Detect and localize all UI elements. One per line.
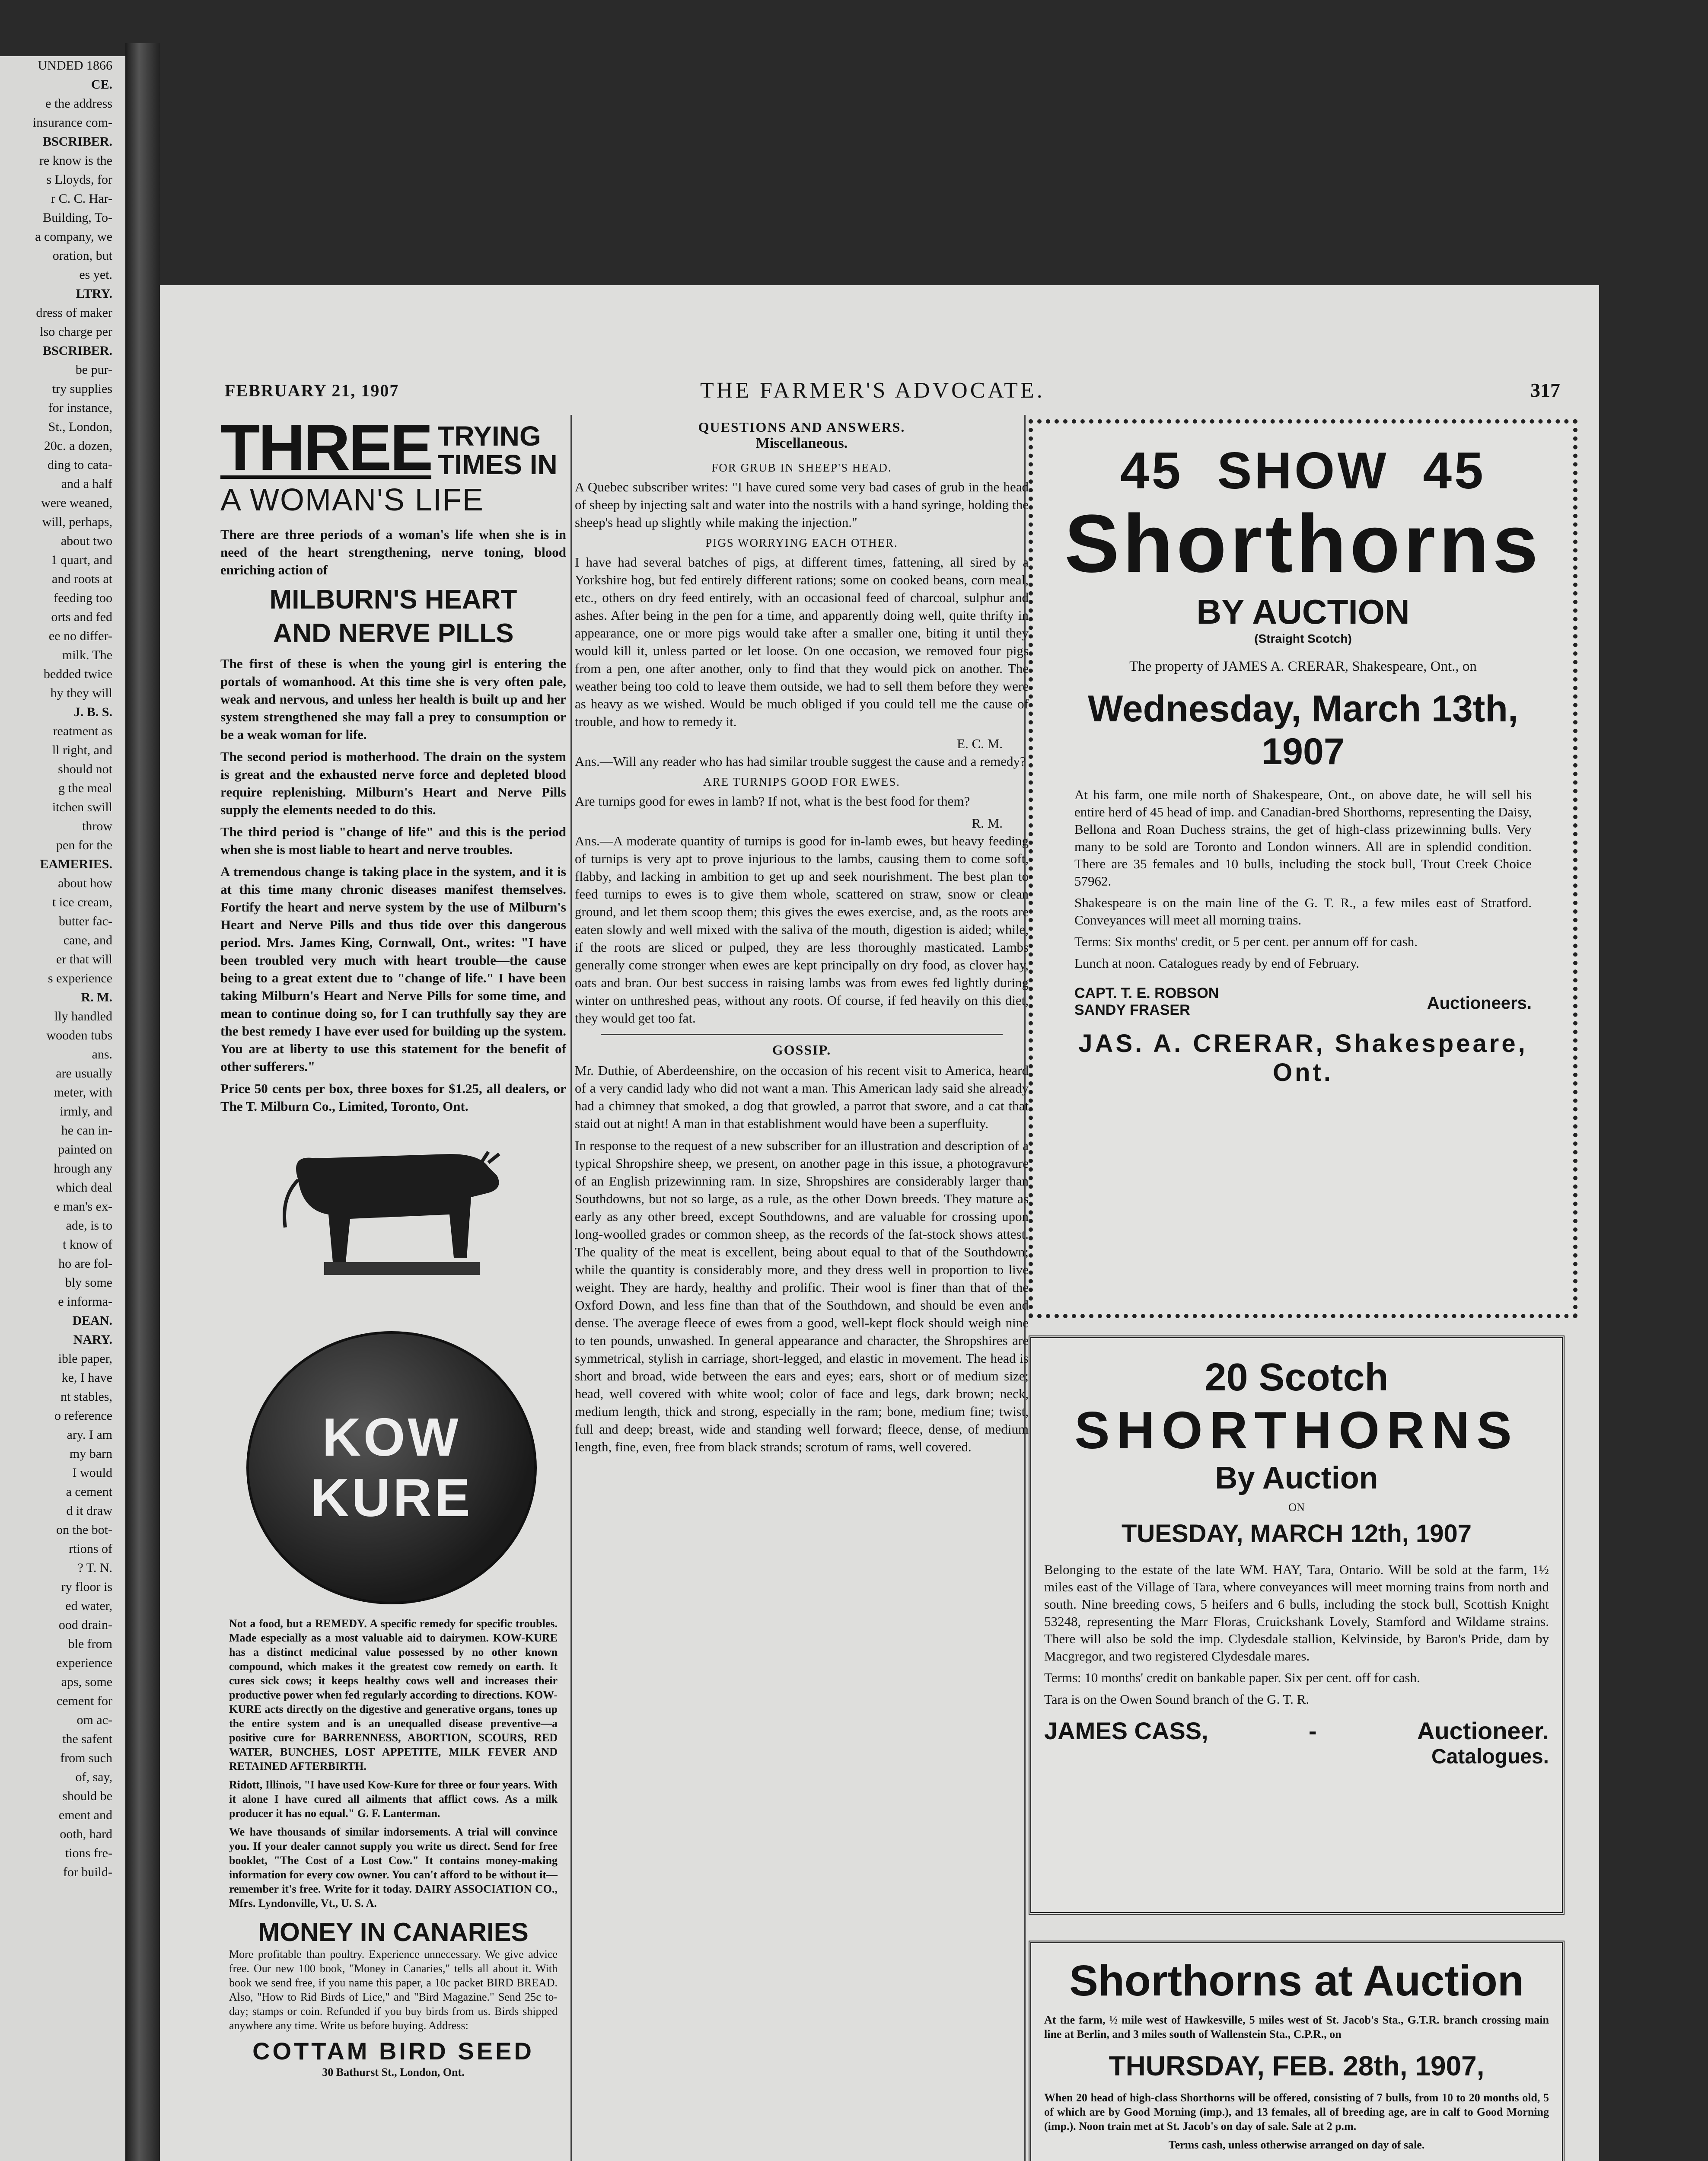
qa-title: QUESTIONS AND ANSWERS.	[698, 419, 905, 435]
left-page-line: I would	[72, 1466, 112, 1480]
left-page-line: will, perhaps,	[42, 515, 112, 529]
left-page-line: t know of	[63, 1237, 112, 1252]
ad2-shorthorns: SHORTHORNS	[1074, 1401, 1519, 1460]
ad3-terms: Terms cash, unless otherwise arranged on day of sale.	[1168, 2139, 1425, 2151]
auctioneer-name: SANDY FRASER	[1074, 1002, 1190, 1018]
ad2-count: 20 Scotch	[1205, 1356, 1389, 1399]
left-page-line: throw	[82, 819, 112, 833]
left-page-line: o reference	[54, 1409, 112, 1423]
left-page-line: about how	[58, 876, 112, 890]
masthead-title: THE FARMER'S ADVOCATE.	[700, 378, 1045, 403]
left-page-line: e man's ex-	[54, 1199, 112, 1214]
ad2-terms: Terms: 10 months' credit on bankable paper. Six per cent. off for cash.	[1044, 1670, 1420, 1685]
left-page-line: dress of maker	[36, 306, 112, 320]
left-page-line: ans.	[92, 1047, 112, 1061]
kowkure-paragraph: Not a food, but a REMEDY. A specific remedy for specific troubles. Made especially as a most valuable aid to dairymen. KOW-KURE has a distinct medicinal value possessed by no other known compound, which makes it the greatest cow remedy on earth. It cures sick cows; it keeps healthy cows well and increases their productive power when fed regularly according to directions. KOW-KURE acts directly on the digestive and generative organs, tones up the entire system and is an unequalled disease preventive—a positive cure for BARRENNESS, ABORTION, SCOURS, RED WATER, BUNCHES, LOST APPETITE, MILK FEVER AND RETAINED AFTERBIRTH.	[229, 1617, 558, 1772]
ad1-by-auction: BY AUCTION	[1196, 593, 1410, 631]
column-milburn-kowkure	[220, 411, 566, 2078]
left-page-line: rtions of	[69, 1542, 112, 1556]
milburn-paragraph: The second period is motherhood. The drain on the system is great and the exhausted nerve force and depleted blood require replenishing. Milburn's Heart and Nerve Pills supply the elements needed to do this.	[220, 749, 566, 817]
left-page-line: ke, I have	[61, 1371, 112, 1385]
ad2-auctioneer	[1044, 1717, 1549, 1745]
left-page-line: 20c. a dozen,	[44, 439, 112, 453]
ad3-headline: Shorthorns at Auction	[1069, 1957, 1524, 2005]
left-page-line: ade, is to	[66, 1218, 112, 1233]
ad2-catalogues: Catalogues.	[1431, 1745, 1549, 1768]
left-page-line: meter, with	[54, 1085, 112, 1100]
left-page-line: ood drain-	[58, 1618, 112, 1632]
left-page-line: t ice cream,	[52, 895, 112, 909]
left-page-line: Building, To-	[43, 210, 112, 225]
left-page-line: feeding too	[54, 591, 112, 605]
kowkure-word-kow: KOW	[322, 1408, 461, 1467]
left-page-line: hy they will	[50, 686, 112, 700]
article-heading: ARE TURNIPS GOOD FOR EWES.	[703, 775, 900, 788]
ad1-lunch: Lunch at noon. Catalogues ready by end of February.	[1074, 956, 1360, 971]
weber-auction-ad	[1029, 1941, 1565, 2161]
ad1-straight-scotch: (Straight Scotch)	[1254, 632, 1352, 645]
left-page-line: reatment as	[53, 724, 112, 738]
kowkure-word-kure: KURE	[310, 1468, 473, 1528]
left-page-line: are usually	[56, 1066, 112, 1080]
milburn-title-line2: AND NERVE PILLS	[273, 618, 514, 648]
left-page-line: of, say,	[75, 1770, 112, 1784]
gossip-heading: GOSSIP.	[772, 1042, 832, 1058]
ad3-paragraph: When 20 head of high-class Shorthorns will be offered, consisting of 7 bulls, from 10 to 20 months old, 5 of which are by Good Morning (imp.), and 13 females, all of breeding age, are in calf to Good Morning (imp.). Noon train met at St. Jacob's on day of sale. Sale at 2 p.m.	[1044, 2091, 1549, 2132]
ad1-owner: JAS. A. CRERAR, Shakespeare, Ont.	[1078, 1030, 1528, 1087]
ad2-paragraph: Tara is on the Owen Sound branch of the G. T. R.	[1044, 1692, 1310, 1707]
auctioneer-name: CAPT. T. E. ROBSON	[1074, 985, 1219, 1001]
left-page-line: e informa-	[58, 1294, 112, 1309]
article-body: A Quebec subscriber writes: "I have cured some very bad cases of grub in the head of sheep by injecting salt and water into the nostrils with a hand syringe, holding the sheep's head up slightly while making the injection."	[575, 479, 1029, 530]
milburn-intro: There are three periods of a woman's life when she is in need of the heart strengthening, nerve toning, blood enriching action of	[220, 527, 566, 577]
cow-illustration	[264, 1128, 506, 1310]
kowkure-paragraph: We have thousands of similar indorsements. A trial will convince you. If your dealer cannot supply you write us direct. Send for free booklet, "The Cost of a Lost Cow." It contains money-making information for every cow owner. You can't afford to be without it—remember it's free. Write for it today. DAIRY ASSOCIATION CO., Mfrs. Lyndonville, Vt., U. S. A.	[229, 1826, 558, 1909]
milburn-title	[220, 583, 566, 650]
headline-womans-life: A WOMAN'S LIFE	[220, 483, 484, 517]
ad1-auctioneers	[1074, 985, 1532, 1019]
left-page-line: BSCRIBER.	[43, 344, 112, 358]
left-page-line: aps, some	[61, 1675, 112, 1689]
left-page-line: d it draw	[66, 1504, 112, 1518]
left-page-line: ement and	[58, 1808, 112, 1822]
left-page-line: and roots at	[52, 572, 112, 586]
ad1-date: Wednesday, March 13th, 1907	[1088, 688, 1518, 772]
left-page-line: St., London,	[48, 420, 112, 434]
gossip-paragraph: Mr. Duthie, of Aberdeenshire, on the occasion of his recent visit to America, heard of a very candid lady who did not want a man. This American lady said she already had a chimney that smoked, a dog that growled, a parrot that swore, and a cat that staid out at night! A man in that establishment would have been a superfluity.	[575, 1063, 1029, 1131]
dash: -	[1309, 1717, 1317, 1744]
left-page-line: ll right, and	[52, 743, 112, 757]
ad2-date: TUESDAY, MARCH 12th, 1907	[1121, 1520, 1472, 1548]
ad2-paragraph: Belonging to the estate of the late WM. HAY, Tara, Ontario. Will be sold at the farm, 1½ miles east of the Village of Tara, where conveyances will meet morning trains from north and south. Nine breeding cows, 5 heifers and 6 bulls, including the stock bull, Scottish Knight 53248, representing the Marr Floras, Cruickshank Lovely, Stamford and Wildame strains. There will also be sold the imp. Clydesdale stallion, Kelvinside, by Baron's Pride, dam by Macgregor, and two registered Clydesdale mares.	[1044, 1562, 1549, 1664]
headline-trying: TRYING	[437, 421, 541, 452]
article-answer: Ans.—A moderate quantity of turnips is good for in-lamb ewes, but heavy feeding of turnips is very apt to prove injurious to the lambs, causing them to come soft, flabby, and lacking in ambition to get up and seek nourishment. The best plan to feed turnips to ewes is to give them whole, scattered on straw, snow or clean ground, and let them scoop them; this gives the ewes exercise, and, as the roots are eaten slowly and well mixed with the saliva of the mouth, digestion is aided; while, if the roots are sliced or pulped, they are less thoroughly masticated. Lambs generally come stronger when ewes are kept principally on dry food, as clover hay, oats and bran. Our best success in raising lambs was from ewes fed lightly during winter on unthreshed peas, without any roots. Of course, if fed heavily on this diet, they would get too fat.	[575, 833, 1029, 1026]
left-page-line: insurance com-	[32, 115, 112, 130]
left-page-line: LTRY.	[76, 287, 112, 301]
page-number: 317	[1530, 379, 1560, 401]
left-page-line: CE.	[91, 77, 112, 92]
left-page-line: nt stables,	[61, 1390, 112, 1404]
left-page-line: ho are fol-	[58, 1256, 112, 1271]
left-page-line: R. M.	[81, 990, 112, 1004]
left-page-line: about two	[61, 534, 112, 548]
left-page-line: try supplies	[52, 382, 112, 396]
left-page-line: my barn	[69, 1447, 112, 1461]
left-page-line: wooden tubs	[46, 1028, 112, 1042]
ad3-location: At the farm, ½ mile west of Hawkesville, 5 miles west of St. Jacob's Sta., G.T.R. branch crossing main line at Berlin, and 3 miles south of Wallenstein Sta., C.P.R., on	[1044, 2014, 1549, 2040]
left-page-line: s Lloyds, for	[46, 172, 112, 187]
left-page-fragment	[0, 56, 125, 2161]
ad1-terms: Terms: Six months' credit, or 5 per cent. per annum off for cash.	[1074, 934, 1418, 949]
left-page-line: ee no differ-	[48, 629, 112, 643]
milburn-paragraph: The third period is "change of life" and this is the period when she is most liable to heart and nerve troubles.	[220, 824, 566, 857]
left-page-line: hrough any	[54, 1161, 112, 1176]
article-heading: FOR GRUB IN SHEEP'S HEAD.	[711, 461, 892, 474]
left-page-line: ed water,	[65, 1599, 112, 1613]
book-spine	[125, 43, 160, 2161]
auctioneers-label: Auctioneers.	[1427, 994, 1532, 1013]
left-page-line: should be	[62, 1789, 112, 1803]
milburn-price: Price 50 cents per box, three boxes for $1.25, all dealers, or The T. Milburn Co., Limited, Toronto, Ont.	[220, 1081, 566, 1114]
left-page-line: cement for	[56, 1694, 112, 1708]
article-body: I have had several batches of pigs, at different times, fattening, all sired by a Yorkshire hog, but fed entirely different rations; some on cooked beans, corn meal, etc., others on dry feed entirely, with an occasional feed of charcoal, sulphur and ashes. After being in the pen for a time, and apparently doing well, quite thrifty in appearance, one or more pigs would take after a smaller one, biting it until they would kill it, unless parted or let loose. On one occasion, we removed four pigs from a pen, one after another, only to find that they would pick on another. The weather being too cold to leave them outside, we had to sell them before they were as heavy as we wished. Would be much obliged if you could tell me the cause of trouble, and how to remedy it.	[575, 555, 1029, 729]
crerar-auction-ad	[1029, 419, 1577, 1318]
milburn-paragraph: A tremendous change is taking place in the system, and it is at this time many chronic diseases manifest themselves. Fortify the heart and nerve system by the use of Milburn's Heart and Nerve Pills and thus tide over this dangerous period. Mrs. James King, Cornwall, Ont., writes: "I have been troubled very much with heart trouble—the cause being to a great extent due to "change of life." I have been taking Milburn's Heart and Nerve Pills for some time, and mean to continue doing so, for I can truthfully say they are the best remedy I have ever used for building up the system. You are at liberty to use this statement for the benefit of other sufferers."	[220, 864, 566, 1074]
hay-auction-ad	[1029, 1335, 1565, 1915]
left-page-line: re know is the	[39, 153, 112, 168]
left-page-line: itchen swill	[52, 800, 112, 814]
left-page-line: BSCRIBER.	[43, 134, 112, 149]
left-page-line: e the address	[45, 96, 112, 111]
left-page-line: orts and fed	[51, 610, 112, 624]
left-page-line: painted on	[58, 1142, 112, 1157]
cottam-address: 30 Bathurst St., London, Ont.	[322, 2066, 465, 2078]
left-page-line: lly handled	[54, 1009, 112, 1023]
left-page-line: from such	[60, 1751, 112, 1765]
left-page-line: he can in-	[61, 1123, 112, 1138]
page-header	[225, 380, 1560, 411]
article-answer: Ans.—Will any reader who has had similar trouble suggest the cause and a remedy?	[575, 754, 1026, 769]
left-page-line: for build-	[63, 1865, 112, 1879]
article-heading: PIGS WORRYING EACH OTHER.	[705, 536, 898, 549]
auctioneer-label: Auctioneer.	[1417, 1717, 1549, 1744]
ad1-headline	[1048, 441, 1558, 500]
three-trying-headline	[220, 411, 566, 484]
ad1-body	[1048, 786, 1558, 1019]
left-page-line: DEAN.	[72, 1313, 112, 1328]
left-page-line: which deal	[56, 1180, 112, 1195]
ad1-paragraph: At his farm, one mile north of Shakespeare, Ont., on above date, he will sell his entire herd of 45 head of imp. and Canadian-bred Shorthorns, representing the Daisy, Bellona and Roan Duchess strains, the get of high-class prizewinning bulls. Very many to be sold are Toronto and London winners. All are in splendid condition. There are 35 females and 10 bulls, including the stock bull, Trout Creek Choice 57962.	[1074, 787, 1532, 889]
column-questions-gossip	[575, 419, 1029, 1460]
left-page-line: for instance,	[48, 401, 112, 415]
left-page-line: pen for the	[56, 838, 112, 852]
left-page-line: lso charge per	[40, 325, 112, 339]
ad2-on: ON	[1288, 1501, 1305, 1514]
headline-times: TIMES IN	[437, 449, 558, 480]
left-page-line: bly some	[65, 1275, 112, 1290]
article-signature: E. C. M.	[957, 736, 1003, 751]
ad1-count-right: 45	[1423, 442, 1486, 500]
left-page-line: should not	[58, 762, 112, 776]
left-page-line: UNDED 1866	[38, 58, 112, 73]
left-page-line: ble from	[68, 1637, 112, 1651]
left-page-line: ry floor is	[61, 1580, 112, 1594]
left-page-line: a company, we	[35, 229, 112, 244]
left-page-line: er that will	[56, 952, 112, 966]
left-page-line: bedded twice	[43, 667, 112, 681]
newspaper-page	[160, 285, 1599, 2161]
left-page-line: oration, but	[52, 249, 112, 263]
ad1-paragraph: Shakespeare is on the main line of the G. T. R., a few miles east of Stratford. Conveyances will meet all morning trains.	[1074, 895, 1532, 928]
left-page-line: J. B. S.	[73, 705, 112, 719]
left-page-line: experience	[56, 1656, 112, 1670]
left-page-line: ible paper,	[58, 1351, 112, 1366]
left-page-line: ding to cata-	[48, 458, 112, 472]
kowkure-ad	[220, 1128, 566, 2078]
left-page-line: a cement	[66, 1485, 112, 1499]
ad2-body	[1044, 1561, 1549, 1708]
left-page-line: on the bot-	[56, 1523, 112, 1537]
issue-date: FEBRUARY 21, 1907	[225, 381, 399, 400]
kowkure-globe	[246, 1331, 537, 1604]
left-page-line: r C. C. Har-	[51, 191, 112, 206]
section-divider	[601, 1034, 1003, 1035]
milburn-title-line1: MILBURN'S HEART	[269, 585, 517, 615]
gossip-paragraph: In response to the request of a new subscriber for an illustration and description of a typical Shropshire sheep, we present, on another page in this issue, a photogravure of an English prizewinning ram. In size, Shropshires are considerably larger than Southdowns, but not so large, as a rule, as the other Down breeds. They mature as early as any other breed, except Southdowns, and are valuable for crossing upon long-woolled grades or common sheep, as the records of the fat-stock shows attest. The quality of the meat is excellent, being about equal to that of the Southdown; while the quantity is considerably more, and they dress well in proportion to live weight. They are hardy, healthy and prolific. Their wool is finer than that of the Oxford Down, and less fine than that of the Southdown, and should be even and dense. The average fleece of ewes from a good, well-kept flock should weigh nine to ten pounds, unwashed. In general appearance and character, the Shropshires are symmetrical, stylish in carriage, short-legged, and elastic in movement. The head is short and broad, wide between the ears and eyes; ears, short or of medium size; head, well covered with white wool; color of face and legs, dark brown; neck, medium length, thick and strong, especially in the ram; bone, medium fine; twist, full and deep; breast, wide and standing well forward; fleece, dense, of medium length, fine, even, free from black strands; scrotum of rams, well covered.	[575, 1138, 1029, 1454]
qa-subtitle: Miscellaneous.	[755, 435, 848, 451]
left-page-line: g the meal	[58, 781, 112, 795]
left-page-line: es yet.	[79, 268, 112, 282]
ad1-count-left: 45	[1120, 442, 1183, 500]
ad1-property: The property of JAMES A. CRERAR, Shakespeare, Ont., on	[1129, 659, 1477, 674]
left-page-line: butter fac-	[58, 914, 112, 928]
article-body: Are turnips good for ewes in lamb? If not, what is the best food for them?	[575, 794, 970, 809]
left-page-line: were weaned,	[41, 496, 112, 510]
kowkure-testimonial: Ridott, Illinois, "I have used Kow-Kure for three or four years. With it alone I have cured all ailments that afflict cows. As a milk producer it has no equal." G. F. Lanterman.	[229, 1779, 558, 1820]
left-page-line: and a half	[61, 477, 112, 491]
ad1-shorthorns: Shorthorns	[1064, 498, 1542, 590]
left-page-line: s experience	[48, 971, 112, 985]
left-page-line: ooth, hard	[60, 1827, 112, 1841]
canaries-headline: MONEY IN CANARIES	[258, 1918, 529, 1947]
article-signature: R. M.	[972, 816, 1003, 831]
left-page-line: milk. The	[62, 648, 112, 662]
left-page-line: irmly, and	[60, 1104, 112, 1119]
headline-three: THREE	[220, 411, 432, 484]
left-page-line: the safent	[62, 1732, 112, 1746]
left-page-line: 1 quart, and	[51, 553, 112, 567]
ad1-show: SHOW	[1217, 442, 1389, 500]
left-page-line: tions fre-	[65, 1846, 112, 1860]
kowkure-copy	[229, 1616, 558, 2079]
cottam-name: COTTAM BIRD SEED	[252, 2037, 534, 2065]
ad2-by-auction: By Auction	[1215, 1461, 1378, 1495]
ad3-date: THURSDAY, FEB. 28th, 1907,	[1109, 2050, 1485, 2081]
left-page-line: cane, and	[63, 933, 112, 947]
canaries-copy: More profitable than poultry. Experience unnecessary. We give advice free. Our new 100 book, "Money in Canaries," tells all about it. With book we send free, if you name this paper, a 10c packet BIRD BREAD. Also, "How to Rid Birds of Lice," and "Bird Magazine." Send 25c to-day; stamps or coin. Refunded if you buy birds from us. Birds shipped anywhere any time. Write us before buying. Address:	[229, 1948, 558, 2032]
left-page-line: be pur-	[75, 363, 112, 377]
left-page-line: NARY.	[73, 1332, 112, 1347]
left-page-line: ary. I am	[67, 1428, 112, 1442]
milburn-paragraph: The first of these is when the young girl is entering the portals of womanhood. At this time she is very often pale, weak and nervous, and unless her health is built up and her system strengthened she may fall a prey to consumption or be a weak woman for life.	[220, 656, 566, 742]
auctioneer-name: JAMES CASS,	[1044, 1717, 1208, 1744]
left-page-line: ? T. N.	[77, 1561, 112, 1575]
column-rule	[570, 415, 572, 2161]
left-page-line: EAMERIES.	[40, 857, 112, 871]
left-page-line: om ac-	[76, 1713, 112, 1727]
